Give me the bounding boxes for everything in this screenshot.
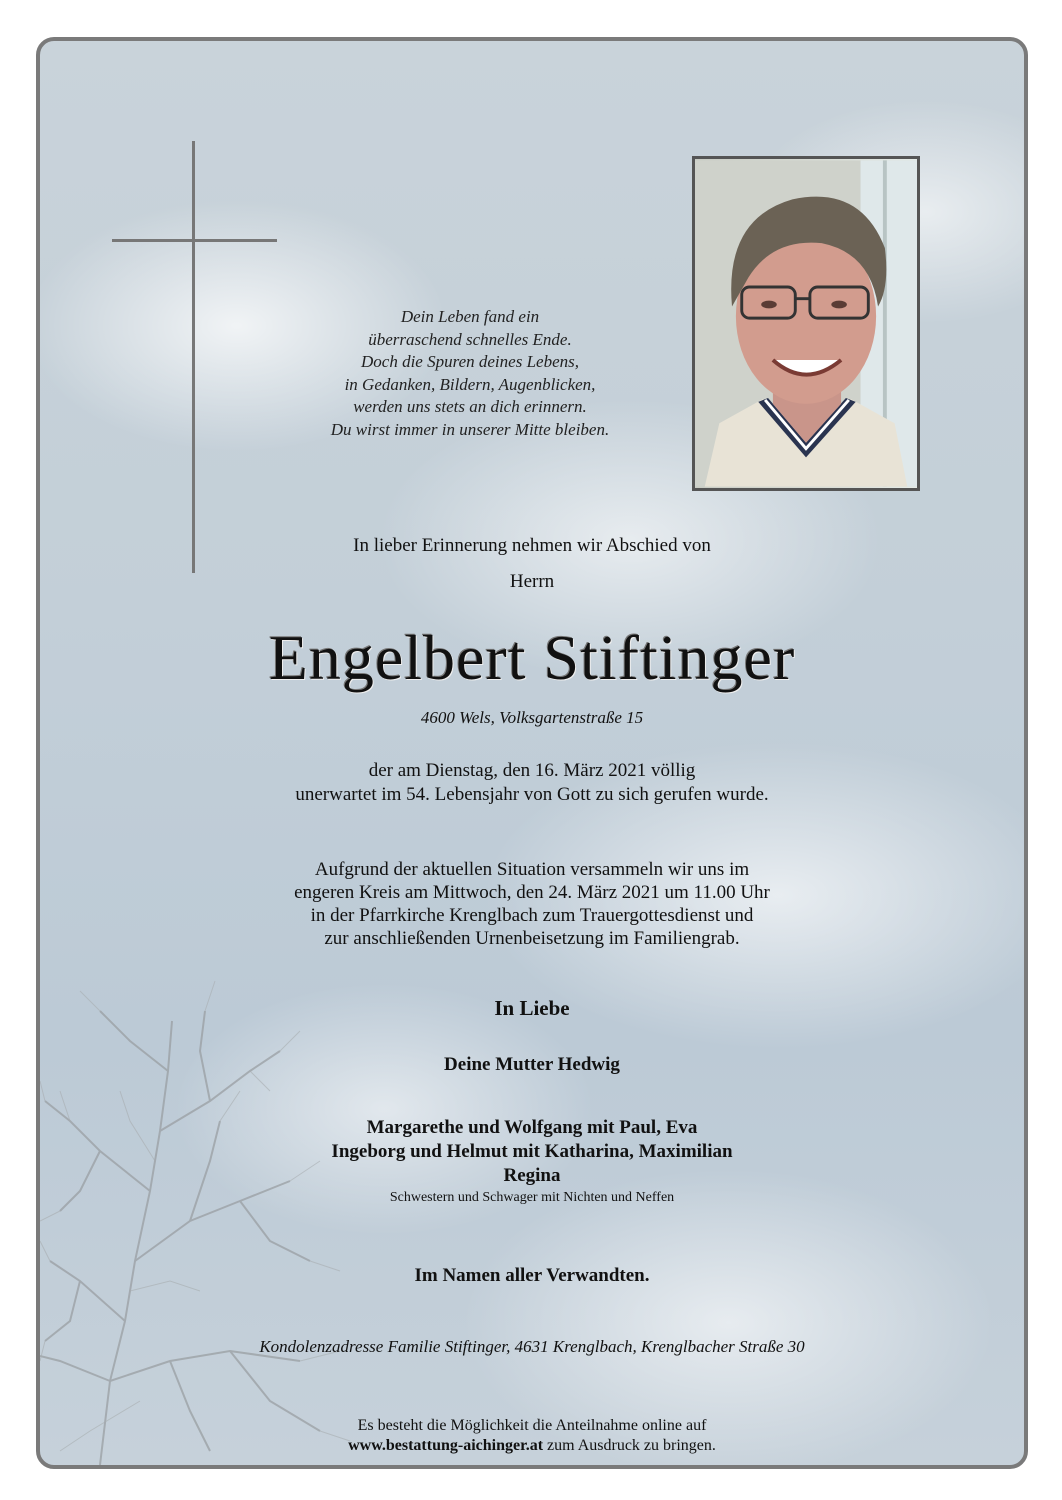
in-liebe-heading: In Liebe xyxy=(494,996,570,1020)
relatives-line: Im Namen aller Verwandten. xyxy=(414,1265,650,1286)
cross-icon xyxy=(112,141,277,573)
salutation: Herrn xyxy=(509,571,555,592)
poem-line: Du wirst immer in unserer Mitte bleiben. xyxy=(330,419,610,439)
family-list xyxy=(40,1116,1024,1188)
poem-line: Dein Leben fand ein xyxy=(400,307,540,326)
tree-silhouette xyxy=(40,961,360,1465)
portrait-photo xyxy=(692,156,920,491)
poem-line: überraschend schnelles Ende. xyxy=(368,329,572,349)
poem-line: in Gedanken, Bildern, Augenblicken, xyxy=(344,374,596,394)
footer-line-1: Es besteht die Möglichkeit die Anteilnahme online auf xyxy=(357,1417,707,1434)
service-notice xyxy=(40,858,1024,950)
family-line: Margarethe und Wolfgang mit Paul, Eva xyxy=(366,1117,698,1138)
condolence-address: Kondolenzadresse Familie Stiftinger, 4631 Krenglbach, Krenglbacher Straße 30 xyxy=(259,1337,805,1356)
intro-text: In lieber Erinnerung nehmen wir Abschied von xyxy=(353,535,711,556)
service-line: in der Pfarrkirche Krenglbach zum Trauergottesdienst und xyxy=(310,905,754,926)
family-line: Regina xyxy=(503,1165,561,1186)
deceased-name: Engelbert Stiftinger xyxy=(268,622,796,693)
mother-name: Deine Mutter Hedwig xyxy=(444,1054,620,1075)
passing-notice xyxy=(40,759,1024,807)
family-line: Ingeborg und Helmut mit Katharina, Maximilian xyxy=(331,1141,733,1162)
poem xyxy=(300,306,640,441)
footer-line-2 xyxy=(40,1436,1024,1456)
footer-note xyxy=(40,1416,1024,1456)
service-line: zur anschließenden Urnenbeisetzung im Familiengrab. xyxy=(324,928,740,949)
service-line: engeren Kreis am Mittwoch, den 24. März 2021 um 11.00 Uhr xyxy=(294,882,770,903)
poem-line: Doch die Spuren deines Lebens, xyxy=(361,352,579,371)
obituary-card xyxy=(36,37,1028,1469)
website-link[interactable]: www.bestattung-aichinger.at xyxy=(348,1437,544,1454)
deceased-address: 4600 Wels, Volksgartenstraße 15 xyxy=(420,708,644,727)
passing-line: der am Dienstag, den 16. März 2021 völlig xyxy=(368,760,696,781)
poem-line: werden uns stets an dich erinnern. xyxy=(353,397,587,416)
family-note: Schwestern und Schwager mit Nichten und Neffen xyxy=(389,1190,675,1205)
service-line: Aufgrund der aktuellen Situation versammeln wir uns im xyxy=(314,859,750,880)
footer-line-2-rest: zum Ausdruck zu bringen. xyxy=(543,1437,716,1454)
passing-line: unerwartet im 54. Lebensjahr von Gott zu sich gerufen wurde. xyxy=(295,784,769,805)
